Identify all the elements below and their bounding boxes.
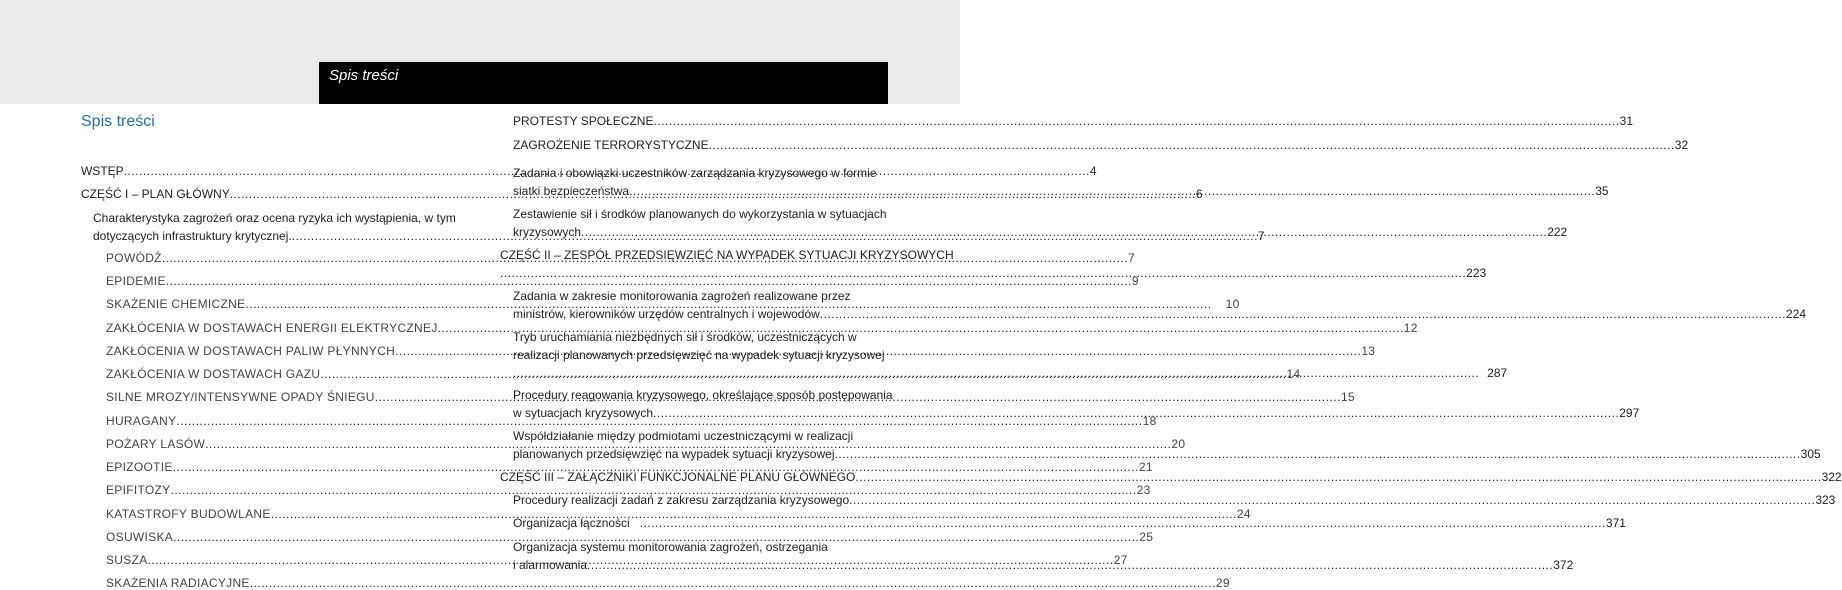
toc-entry-system-line2[interactable]: i alarmowania ..... 372 bbox=[513, 558, 879, 572]
toc-entry-zestawienie-line2[interactable]: kryzysowych ..... 222 bbox=[513, 225, 879, 239]
toc-entry-charakterystyka-line2[interactable]: dotyczących infrastruktury krytycznej. ..... 7 bbox=[93, 229, 448, 243]
toc-entry-protesty[interactable]: PROTESTY SPOŁECZNE ..... 31 bbox=[513, 114, 879, 128]
toc-entry-czesc-1[interactable]: CZĘŚĆ I – PLAN GŁÓWNY ..... 6 bbox=[81, 187, 460, 201]
toc-entry-system-line1[interactable]: Organizacja systemu monitorowania zagrożeń, ostrzegania bbox=[513, 540, 828, 554]
toc-entry-monitorowanie-line1[interactable]: Zadania w zakresie monitorowania zagrożeń realizowane przez bbox=[513, 289, 851, 303]
toc-entry-skazenie-chemiczne[interactable]: SKAŻENIE CHEMICZNE ..... 10 bbox=[106, 297, 462, 311]
toc-entry-wspoldzialanie-line2[interactable]: planowanych przedsięwzięć na wypadek sytuacji kryzysowej ..... 305 bbox=[513, 447, 879, 461]
toc-entry-organizacja-lacznosci[interactable]: Organizacja łączności ..... 371 bbox=[513, 516, 879, 530]
toc-entry-procedury-realizacji[interactable]: Procedury realizacji zadań z zakresu zarządzania kryzysowego ..... 323 bbox=[513, 493, 879, 507]
toc-entry-epidemie[interactable]: EPIDEMIE ..... 9 bbox=[106, 274, 460, 288]
toc-entry-paliwa[interactable]: ZAKŁÓCENIA W DOSTAWACH PALIW PŁYNNYCH ..... 13 bbox=[106, 344, 460, 358]
toc-entry-procedury-line1[interactable]: Procedury reagowania kryzysowego, określające sposób postępowania bbox=[513, 388, 893, 402]
toc-entry-tryb-line3[interactable]: ..... 287 bbox=[513, 366, 879, 380]
toc-entry-powodz[interactable]: POWÓDŹ ..... 7 bbox=[106, 251, 460, 265]
toc-entry-skazenia-radiacyjne[interactable]: SKAŻENIA RADIACYJNE ..... 29 bbox=[106, 576, 460, 590]
toc-entry-epifitozy[interactable]: EPIFITOZY ..... 23 bbox=[106, 483, 460, 497]
toc-entry-gaz[interactable]: ZAKŁÓCENIA W DOSTAWACH GAZU ..... 14 bbox=[106, 367, 460, 381]
toc-entry-czesc-2-line1[interactable]: CZĘŚĆ II – ZESPÓŁ PRZEDSIĘWZIĘĆ NA WYPADEK SYTUACJI KRYZYSOWYCH bbox=[500, 248, 954, 262]
toc-entry-czesc-3[interactable]: CZĘŚĆ III – ZAŁĄCZNIKI FUNKCJONALNE PLANU GŁÓWNEGO ..... 322 bbox=[500, 470, 879, 484]
toc-entry-wstep[interactable]: WSTĘP ..... 4 bbox=[81, 164, 460, 178]
toc-entry-tryb-line2[interactable]: realizacji planowanych przedsięwzięć na wypadek sytuacji kryzysowej bbox=[513, 348, 885, 362]
toc-entry-susza[interactable]: SUSZA ..... 27 bbox=[106, 553, 460, 567]
toc-entry-katastrofy[interactable]: KATASTROFY BUDOWLANE ..... 24 bbox=[106, 507, 460, 521]
toc-entry-energia[interactable]: ZAKŁÓCENIA W DOSTAWACH ENERGII ELEKTRYCZNEJ ..... 12 bbox=[106, 321, 460, 335]
toc-entry-pozary[interactable]: POŻARY LASÓW ..... 20 bbox=[106, 437, 460, 451]
toc-entry-czesc-2-line2[interactable]: ..... 223 bbox=[500, 266, 879, 280]
toc-entry-zadania-line1[interactable]: Zadania i obowiązki uczestników zarządzania kryzysowego w formie bbox=[513, 166, 877, 180]
toc-entry-epizootie[interactable]: EPIZOOTIE ..... 21 bbox=[106, 460, 460, 474]
toc-entry-procedury-line2[interactable]: w sytuacjach kryzysowych ..... 297 bbox=[513, 406, 879, 420]
toc-entry-osuwiska[interactable]: OSUWISKA ..... 25 bbox=[106, 530, 460, 544]
toc-entry-monitorowanie-line2[interactable]: ministrów, kierowników urzędów centralnych i wojewodów ..... 224 bbox=[513, 307, 879, 321]
toc-entry-huragany[interactable]: HURAGANY ..... 18 bbox=[106, 414, 460, 428]
toc-entry-terroryzm[interactable]: ZAGROŻENIE TERRORYSTYCZNE ..... 32 bbox=[513, 138, 879, 152]
toc-entry-wspoldzialanie-line1[interactable]: Współdziałanie między podmiotami uczestniczącymi w realizacji bbox=[513, 429, 854, 443]
toc-entry-charakterystyka-line1[interactable]: Charakterystyka zagrożeń oraz ocena ryzyka ich wystąpienia, w tym bbox=[93, 211, 456, 225]
toc-entry-zadania-line2[interactable]: siatki bezpieczeństwa ..... 35 bbox=[513, 184, 879, 198]
slide-title: Spis treści bbox=[329, 67, 399, 84]
slide-title-box bbox=[319, 62, 888, 104]
toc-entry-tryb-line1[interactable]: Tryb uruchamiania niezbędnych sił i środków, uczestniczących w bbox=[513, 330, 857, 344]
toc-entry-zestawienie-line1[interactable]: Zestawienie sił i środków planowanych do wykorzystania w sytuacjach bbox=[513, 207, 887, 221]
toc-heading: Spis treści bbox=[81, 113, 155, 130]
toc-entry-mrozy[interactable]: SILNE MROZY/INTENSYWNE OPADY ŚNIEGU ..... 15 bbox=[106, 390, 460, 404]
